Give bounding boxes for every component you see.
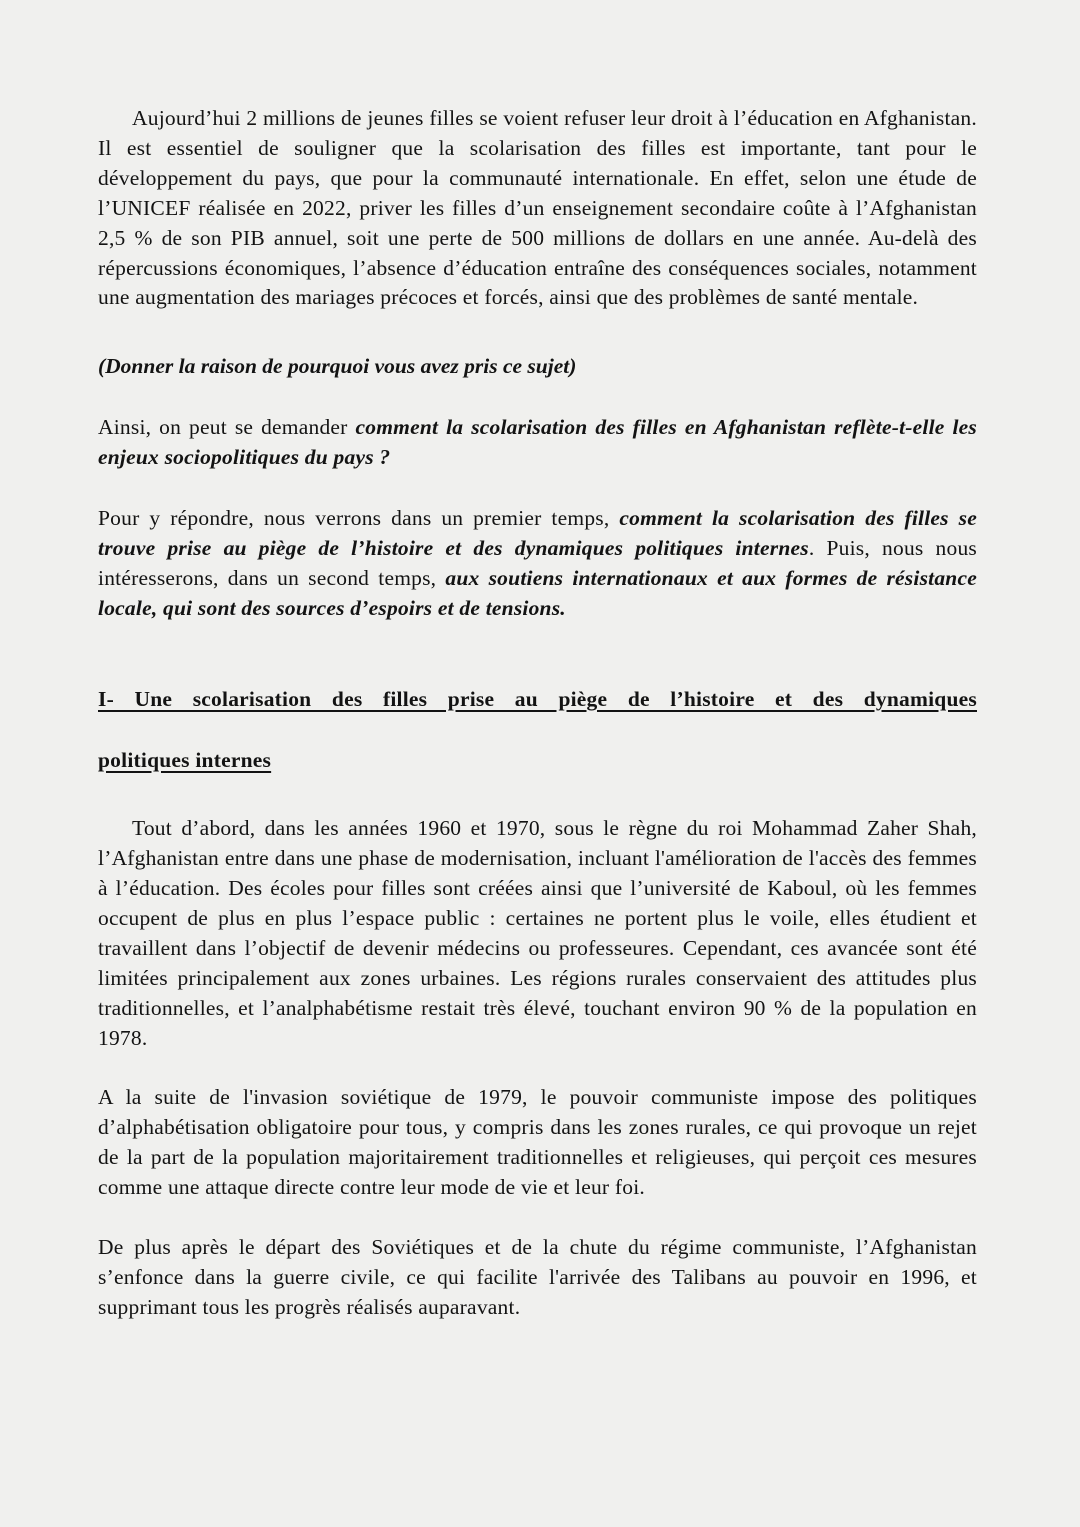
body-paragraph-2: A la suite de l'invasion soviétique de 1979, le pouvoir communiste impose des politiques d’alphabétisation obligatoire pour tous, y compris dans les zones rurales, ce qui provoque un rejet de la part de la population majoritairement traditionnelles et religieuses, qui perçoit ces mesures comme une attaque directe contre leur mode de vie et leur foi. [98,1085,977,1200]
plan-middle-text: . Puis, nous nous intéresserons, dans un second temps, [98,535,978,590]
body-paragraph-3: De plus après le départ des Soviétiques et de la chute du régime communiste, l’Afghanistan s’enfonce dans la guerre civile, ce qui facilite l'arrivée des Talibans au pouvoir en 1996, et supprimant tous les progrès réalisés auparavant. [98,1235,977,1319]
section-heading-1-line-1: I- Une scolarisation des filles prise au piège de l’histoire et des dynamiques [98,686,977,711]
section-heading-1-line-2: politiques internes [98,747,272,772]
intro-paragraph: Aujourd’hui 2 millions de jeunes filles se voient refuser leur droit à l’éducation en Afghanistan. Il est essentiel de souligner que la scolarisation des filles est importante, tant pour le développement du pays, que pour la communauté internationale. En effet, selon une étude de l’UNICEF réalisée en 2022, priver les filles d’un enseignement secondaire coûte à l’Afghanistan 2,5 % de son PIB annuel, soit une perte de 500 millions de dollars en une année. Au-delà des répercussions économiques, l’absence d’éducation entraîne des conséquences sociales, notamment une augmentation des mariages précoces et forcés, ainsi que des problèmes de santé mentale. [98,106,977,310]
plan-emphasis-first-part: comment la scolarisation des filles se trouve prise au piège de l’histoire et des dynamiques politiques internes [98,506,977,560]
problematic-lead-text: Ainsi, on peut se demander [98,415,356,440]
plan-emphasis-second-part: aux soutiens internationaux et aux formes de résistance locale, qui sont des sources d’espoirs et de tensions. [98,565,977,620]
plan-lead-text: Pour y répondre, nous verrons dans un premier temps, [98,506,620,531]
instruction-note: (Donner la raison de pourquoi vous avez pris ce sujet) [98,354,577,379]
problematic-emphasis-text: comment la scolarisation des filles en Afghanistan reflète-t-elle les enjeux sociopolitiques du pays ? [98,415,977,470]
problematic-paragraph [98,413,977,473]
body-paragraph-1: Tout d’abord, dans les années 1960 et 1970, sous le règne du roi Mohammad Zaher Shah, l’Afghanistan entre dans une phase de modernisation, incluant l'amélioration de l'accès des femmes à l’éducation. Des écoles pour filles sont créées ainsi que l’université de Kaboul, où les femmes occupent de plus en plus l’espace public : certaines ne portent plus le voile, elles étudient et travaillent dans l’objectif de devenir médecins ou professeures. Cependant, ces avancée sont été limitées principalement aux zones urbaines. Les régions rurales conservaient des attitudes plus traditionnelles, et l’analphabétisme restait très élevé, touchant environ 90 % de la population en 1978. [98,816,977,1050]
section-heading-1 [98,684,977,776]
plan-paragraph [98,504,977,624]
document-body [98,104,977,1323]
